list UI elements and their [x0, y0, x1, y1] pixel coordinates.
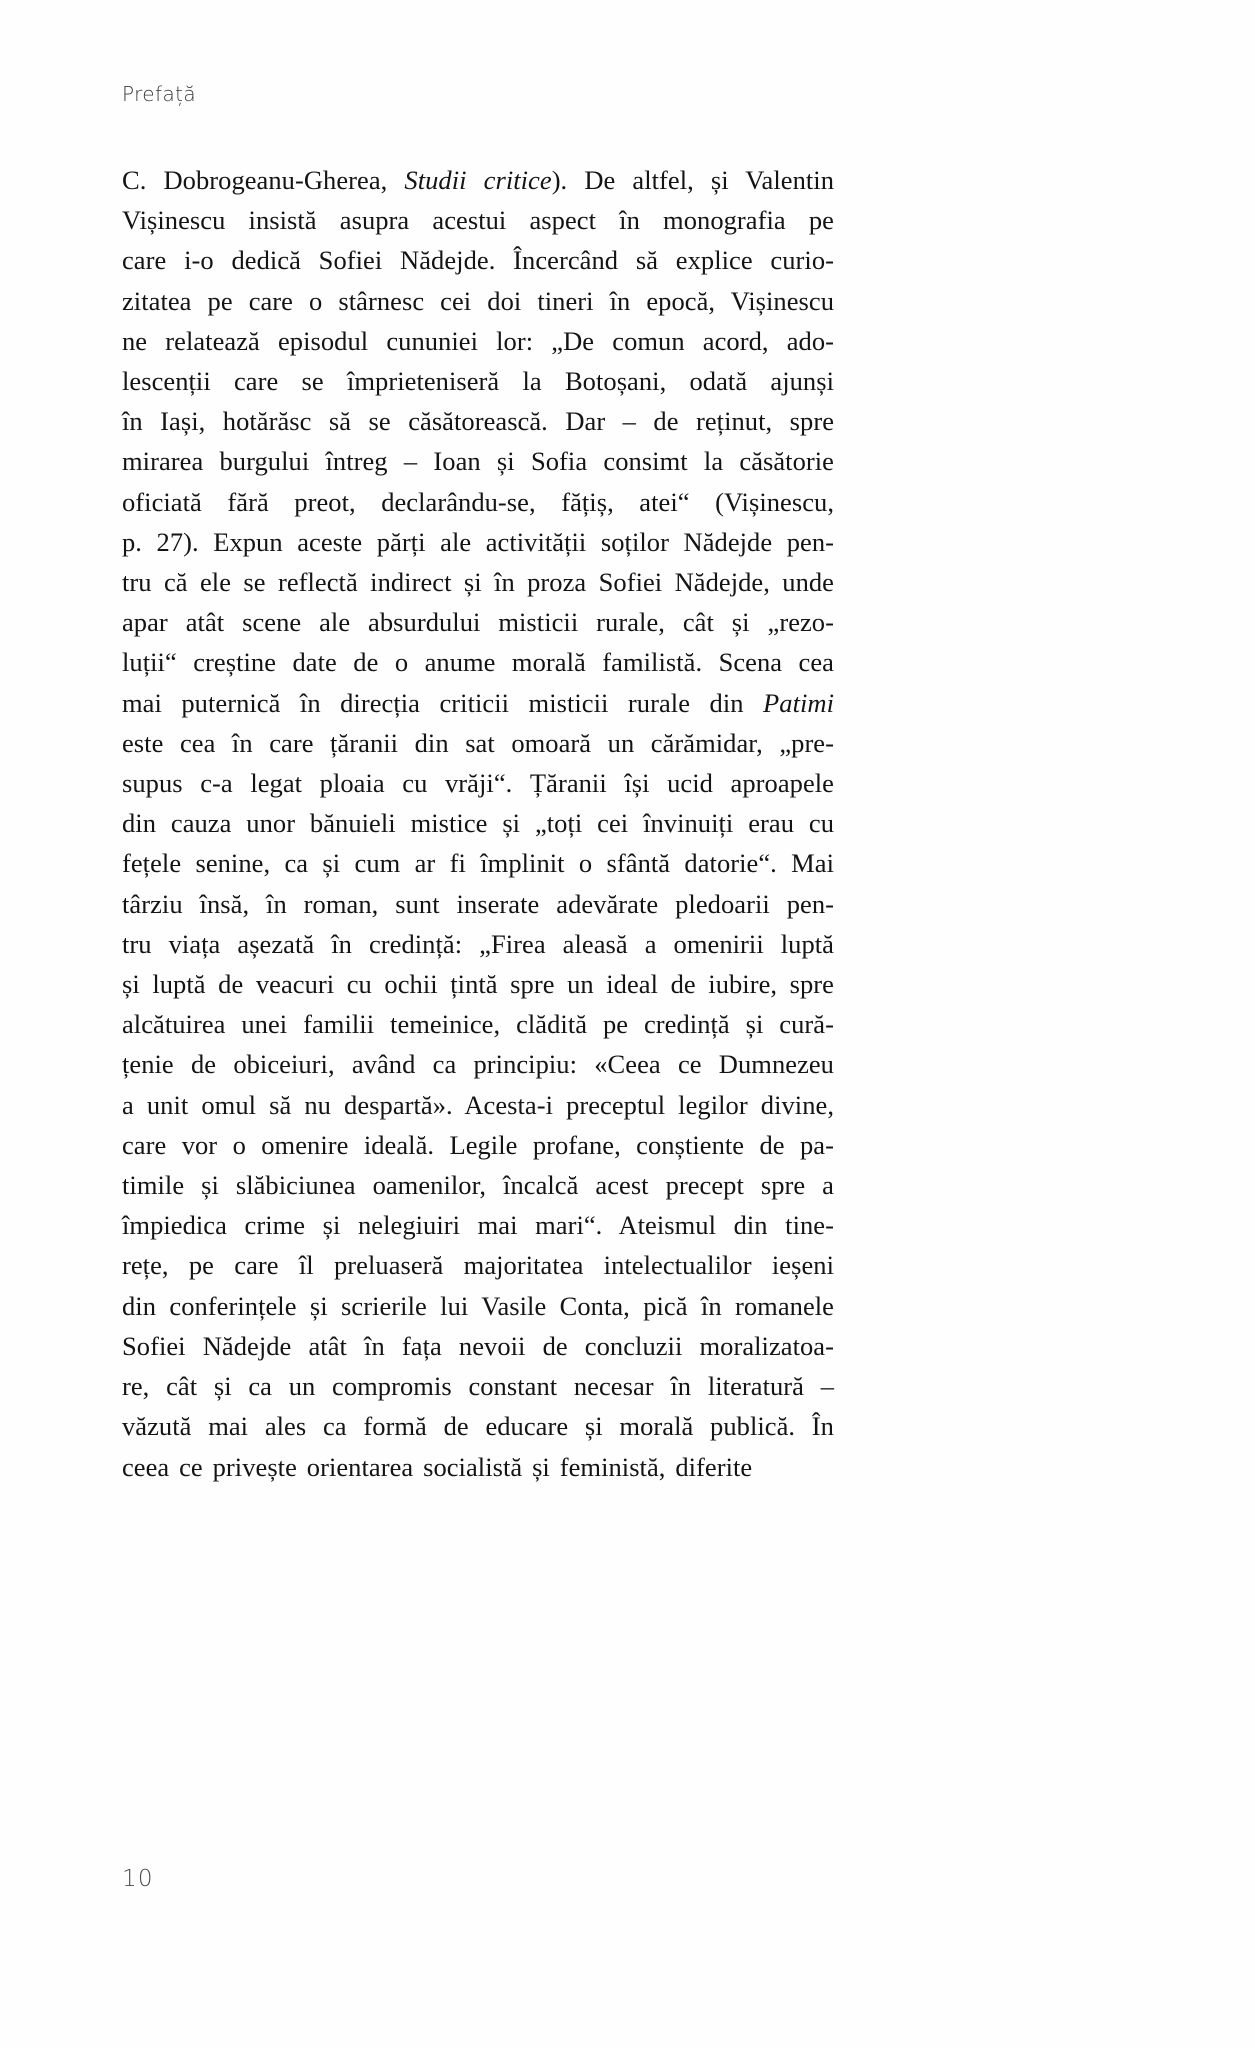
- body-line: [122, 1286, 834, 1326]
- body-line: [122, 1326, 834, 1366]
- body-line: [122, 200, 834, 240]
- text-run: Vișinescu insistă asupra acestui aspect în monografia pe: [122, 205, 834, 236]
- text-run: din cauza unor bănuieli mistice și „toți cei învinuiți erau cu: [122, 808, 834, 839]
- text-run: care vor o omenire ideală. Legile profane, conștiente de pa-: [122, 1129, 834, 1160]
- running-head: Prefață: [122, 82, 196, 106]
- text-run: ). De altfel, și Valentin: [551, 165, 835, 195]
- body-line: [122, 1406, 834, 1446]
- text-run: târziu însă, în roman, sunt inserate adevărate pledoarii pen-: [122, 888, 834, 919]
- body-text-block: [122, 160, 834, 1487]
- text-run: văzută mai ales ca formă de educare și morală publică. În: [122, 1411, 834, 1442]
- text-run: mai puternică în direcția criticii misticii rurale din: [122, 687, 764, 718]
- body-line: [122, 441, 834, 481]
- text-run: în Iași, hotărăsc să se căsătorească. Dar – de reținut, spre: [122, 406, 834, 437]
- body-line: [122, 1085, 834, 1125]
- body-line: [122, 1125, 834, 1165]
- text-run: tru că ele se reflectă indirect și în proza Sofiei Nădejde, unde: [122, 567, 834, 598]
- text-run: țenie de obiceiuri, având ca principiu: «Ceea ce Dumnezeu: [122, 1049, 834, 1080]
- text-run: a unit omul să nu despartă». Acesta-i preceptul legilor divine,: [122, 1089, 834, 1120]
- body-line: [122, 281, 834, 321]
- italic-title: Patimi: [763, 687, 834, 718]
- body-line: [122, 602, 834, 642]
- body-line: [122, 1205, 834, 1245]
- body-line: [122, 763, 834, 803]
- text-run: este cea în care țăranii din sat omoară un cărămidar, „pre-: [122, 727, 834, 758]
- body-line: [122, 843, 834, 883]
- text-run: zitatea pe care o stârnesc cei doi tineri în epocă, Vișinescu: [122, 285, 834, 316]
- text-run: luții“ creștine date de o anume morală familistă. Scena cea: [122, 647, 834, 678]
- body-line: [122, 1447, 834, 1487]
- body-line: [122, 401, 834, 441]
- body-line: [122, 522, 834, 562]
- body-line: [122, 1366, 834, 1406]
- body-line: [122, 723, 834, 763]
- body-line: [122, 321, 834, 361]
- text-run: supus c-a legat ploaia cu vrăji“. Țăranii își ucid aproapele: [122, 768, 834, 799]
- body-line: [122, 1044, 834, 1084]
- text-run: împiedica crime și nelegiuiri mai mari“. Ateismul din tine-: [122, 1210, 834, 1241]
- body-line: [122, 482, 834, 522]
- text-run: și luptă de veacuri cu ochii țintă spre un ideal de iubire, spre: [122, 969, 834, 1000]
- text-run: mirarea burgului întreg – Ioan și Sofia consimt la căsătorie: [122, 446, 834, 477]
- text-run: fețele senine, ca și cum ar fi împlinit o sfântă datorie“. Mai: [122, 848, 834, 879]
- text-run: ceea ce privește orientarea socialistă și feministă, diferite: [122, 1451, 753, 1482]
- text-run: p. 27). Expun aceste părți ale activității soților Nădejde pen-: [122, 526, 834, 557]
- body-paragraph: [122, 160, 834, 1487]
- text-run: timile și slăbiciunea oamenilor, încalcă acest precept spre a: [122, 1170, 834, 1201]
- italic-title: Studii critice: [404, 165, 552, 195]
- body-line: [122, 642, 834, 682]
- text-run: oficiată fără preot, declarându-se, fățiș, atei“ (Vișinescu,: [122, 486, 834, 517]
- text-run: Sofiei Nădejde atât în fața nevoii de concluzii moralizatoa-: [122, 1330, 834, 1361]
- text-run: ne relatează episodul cununiei lor: „De comun acord, ado-: [122, 325, 834, 356]
- body-line: [122, 924, 834, 964]
- text-run: din conferințele și scrierile lui Vasile Conta, pică în romanele: [122, 1290, 834, 1321]
- text-run: C. Dobrogeanu-Gherea,: [122, 165, 405, 195]
- body-line: [122, 964, 834, 1004]
- text-run: re, cât și ca un compromis constant necesar în literatură –: [122, 1371, 834, 1402]
- body-line: [122, 683, 834, 723]
- body-line: [122, 1165, 834, 1205]
- text-run: lescenții care se împrieteniseră la Botoșani, odată ajunși: [122, 366, 834, 397]
- text-run: tru viața așezată în credință: „Firea aleasă a omenirii luptă: [122, 928, 834, 959]
- text-run: care i-o dedică Sofiei Nădejde. Încercând să explice curio-: [122, 245, 834, 276]
- body-line: [122, 884, 834, 924]
- body-line: [122, 803, 834, 843]
- page-number: 10: [122, 1866, 154, 1892]
- text-run: rețe, pe care îl preluaseră majoritatea intelectualilor ieșeni: [122, 1250, 834, 1281]
- body-line: [122, 361, 834, 401]
- text-run: apar atât scene ale absurdului misticii rurale, cât și „rezo-: [122, 607, 834, 638]
- body-line: [122, 1245, 834, 1285]
- body-line: [122, 240, 834, 280]
- body-line: [122, 160, 834, 200]
- body-line: [122, 562, 834, 602]
- text-run: alcătuirea unei familii temeinice, clădită pe credință și cură-: [122, 1009, 834, 1040]
- body-line: [122, 1004, 834, 1044]
